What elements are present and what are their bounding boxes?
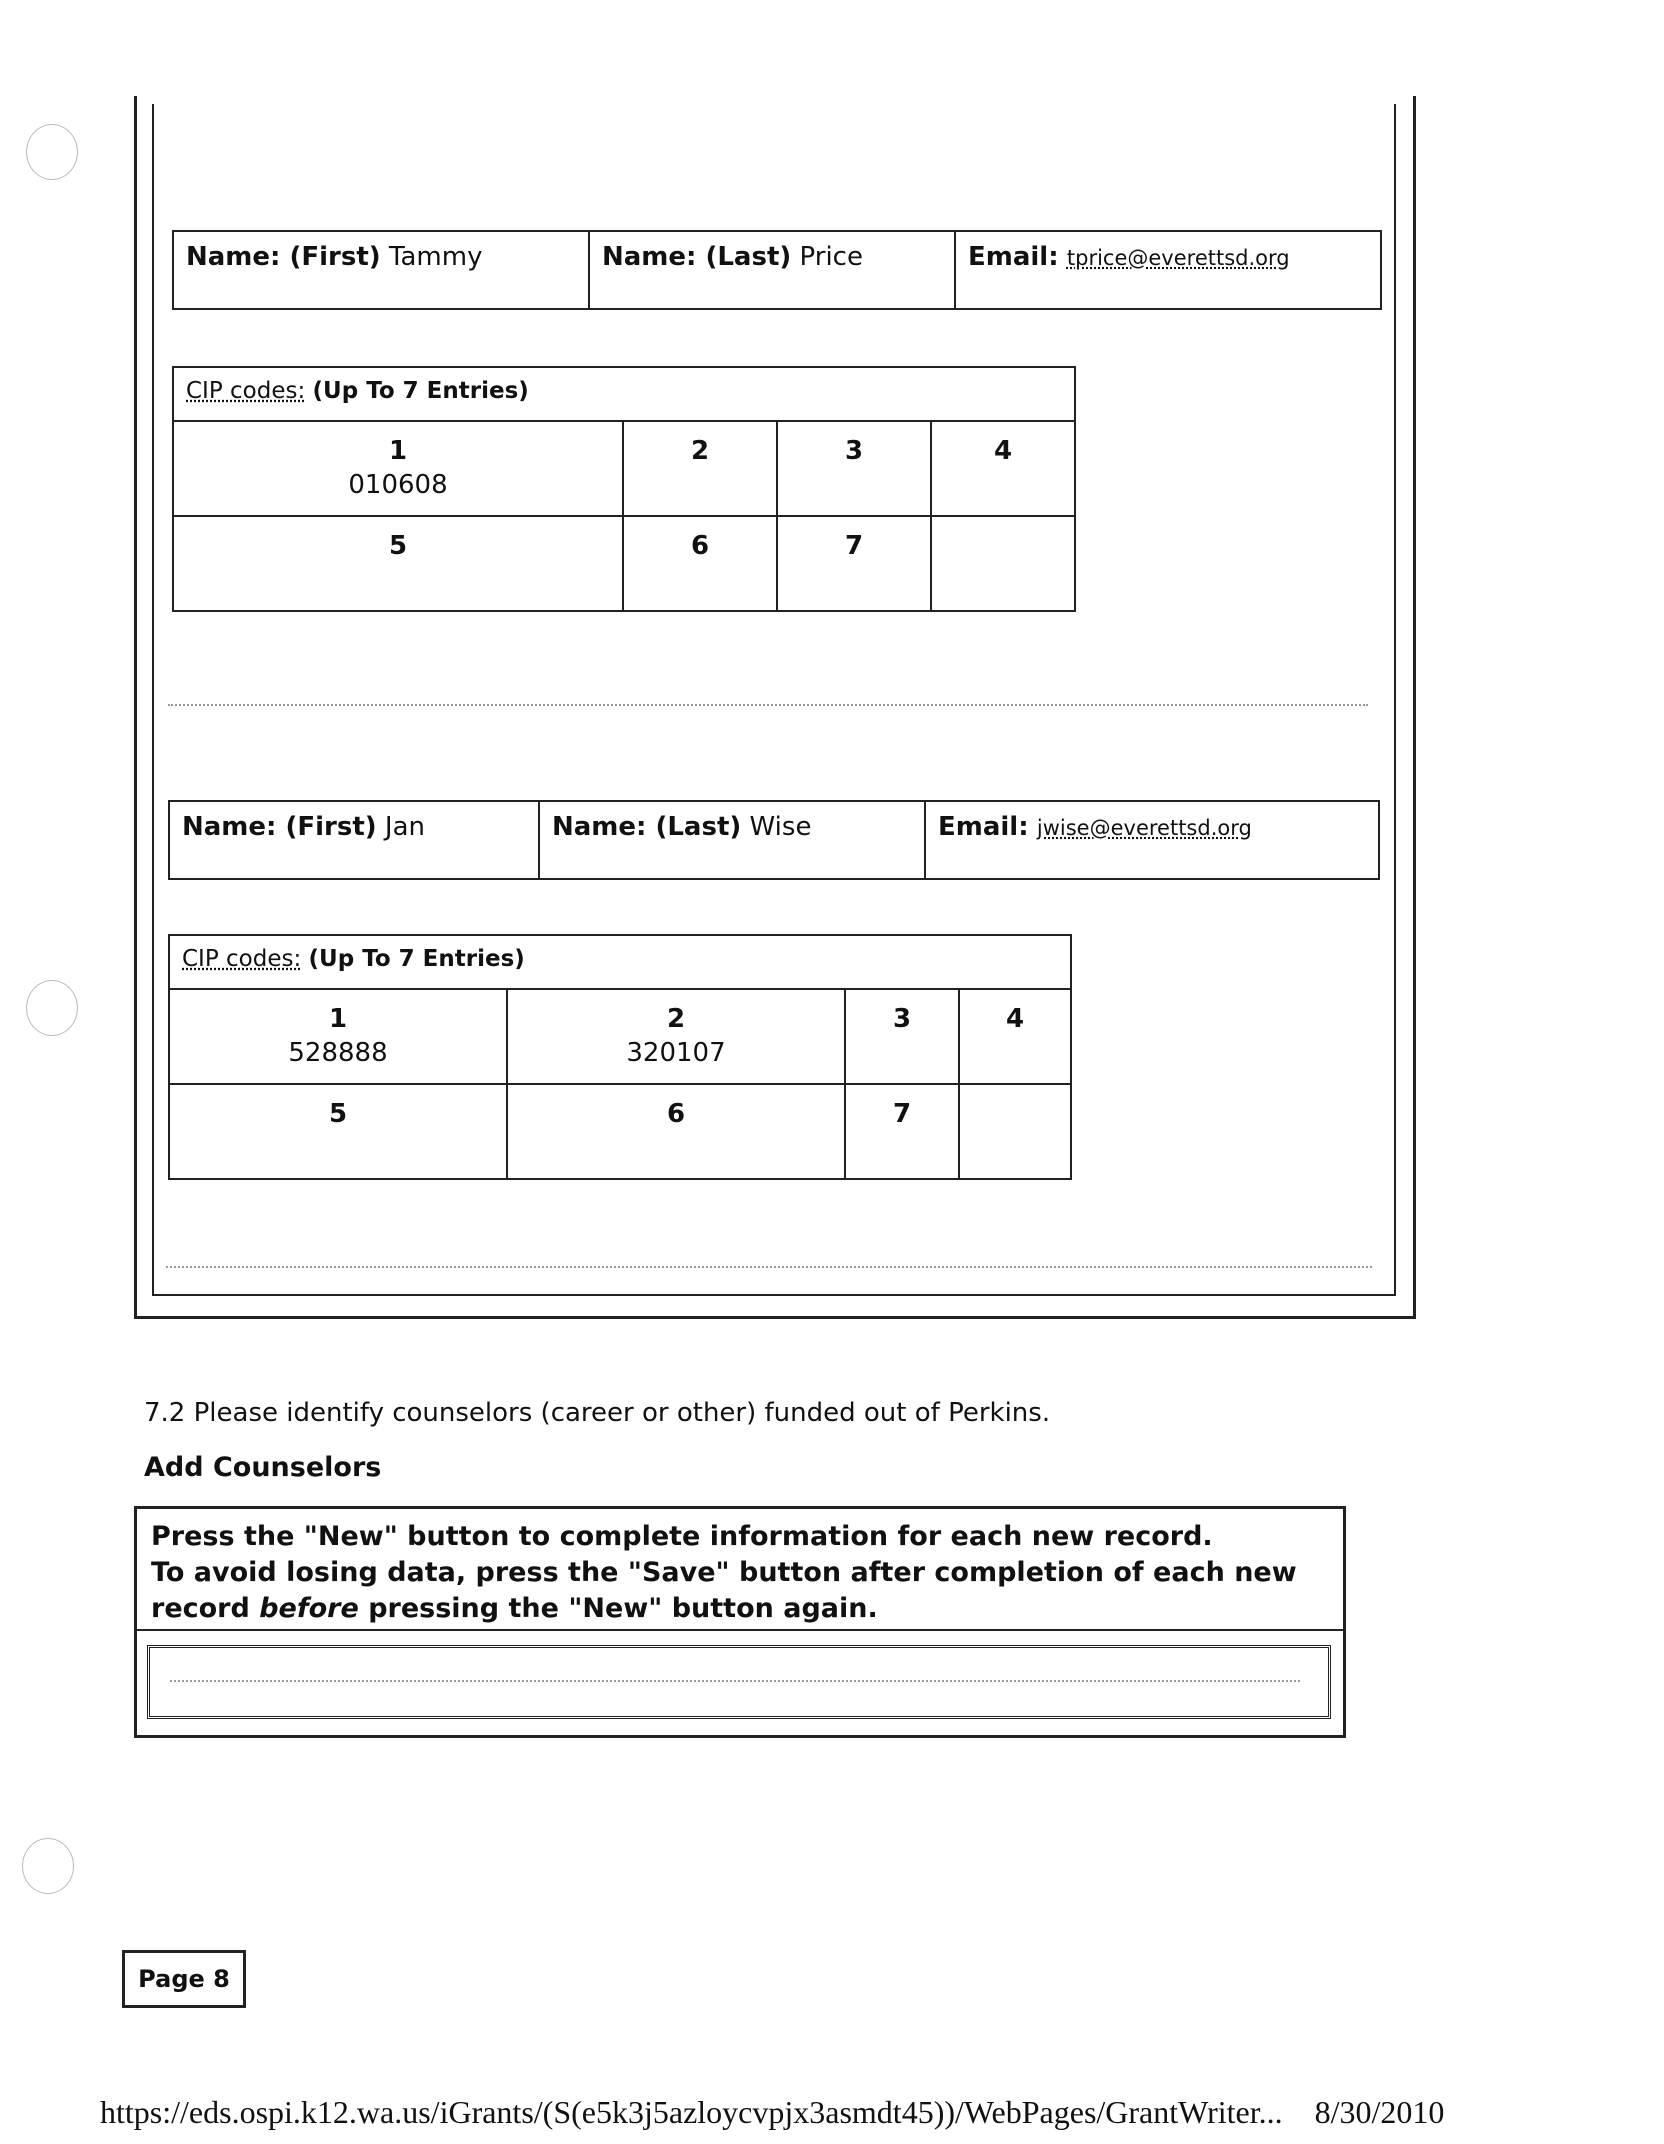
cip-cell-1 [173,421,623,516]
contact-2-cip-table [168,934,1072,1180]
email-label: Email: [938,812,1029,842]
empty-records-line [170,1680,1300,1682]
first-name-label: Name: (First) [182,812,377,842]
instructions-emphasis: before [259,1593,359,1624]
cip-value: 528888 [288,1038,388,1068]
record-separator [168,704,1368,706]
cip-number: 6 [666,1099,686,1129]
punch-hole-bottom [22,1838,74,1894]
cip-cell-4 [959,989,1071,1084]
punch-hole-top [26,124,78,180]
cip-cell-3 [845,989,959,1084]
first-name-cell [173,231,589,309]
add-counselors-heading: Add Counselors [144,1452,382,1483]
email-link[interactable]: jwise@everettsd.org [1036,816,1252,840]
record-separator [166,1266,1372,1268]
footer [100,2094,1444,2131]
last-name-cell [589,231,955,309]
cip-cell-5 [169,1084,507,1179]
last-name-label: Name: (Last) [602,242,792,272]
last-name-value: Wise [749,812,812,842]
contact-1-name-row [172,230,1382,310]
cip-cell-1 [169,989,507,1084]
cip-cell-4 [931,421,1075,516]
email-link[interactable]: tprice@everettsd.org [1066,246,1290,270]
last-name-value: Price [799,242,863,272]
footer-date: 8/30/2010 [1314,2094,1445,2130]
cip-number: 2 [666,1004,686,1034]
last-name-label: Name: (Last) [552,812,742,842]
last-name-cell [539,801,925,879]
first-name-value: Jan [384,812,426,842]
cip-codes-link[interactable]: CIP codes: [186,378,306,404]
cip-codes-link[interactable]: CIP codes: [182,946,302,972]
instructions-line-3 [151,1591,1331,1627]
cip-cell-2 [623,421,777,516]
cip-cell-2 [507,989,845,1084]
page-number: Page 8 [122,1950,246,2008]
cip-number: 3 [844,436,864,466]
email-cell [955,231,1381,309]
cip-caption: (Up To 7 Entries) [308,946,525,972]
cip-number: 2 [690,436,710,466]
contact-2-name-row [168,800,1380,880]
email-cell [925,801,1379,879]
cip-number: 7 [844,531,864,561]
cip-cell-3 [777,421,931,516]
first-name-label: Name: (First) [186,242,381,272]
cip-value: 320107 [626,1038,726,1068]
cip-cell-7 [777,516,931,611]
cip-caption-cell [169,935,1071,989]
first-name-value: Tammy [388,242,483,272]
cip-number: 4 [993,436,1013,466]
cip-number: 5 [388,531,408,561]
cip-cell-empty [959,1084,1071,1179]
instructions-line-1: Press the "New" button to complete information for each new record. [151,1521,1213,1552]
instructions-box [134,1506,1346,1738]
cip-value: 010608 [348,470,448,500]
cip-number: 4 [1005,1004,1025,1034]
cip-cell-empty [931,516,1075,611]
contact-1-cip-table [172,366,1076,612]
cip-number: 6 [690,531,710,561]
cip-cell-6 [623,516,777,611]
cip-number: 1 [328,1004,348,1034]
instructions-line-3-end: pressing the "New" button again. [358,1593,878,1624]
instructions-text [151,1519,1331,1627]
cip-caption: (Up To 7 Entries) [312,378,529,404]
cip-cell-7 [845,1084,959,1179]
counselor-records-container [147,1645,1331,1719]
instructions-line-3-start: record [151,1593,260,1624]
cip-cell-6 [507,1084,845,1179]
cip-number: 3 [892,1004,912,1034]
cip-number: 7 [892,1099,912,1129]
first-name-cell [169,801,539,879]
email-label: Email: [968,242,1059,272]
footer-url: https://eds.ospi.k12.wa.us/iGrants/(S(e5k3j5azloycvpjx3asmdt45))/WebPages/GrantWriter... [100,2094,1283,2130]
instructions-divider [137,1629,1343,1631]
cip-caption-cell [173,367,1075,421]
cip-number: 1 [388,436,408,466]
punch-hole-middle [26,980,78,1036]
instructions-line-2: To avoid losing data, press the "Save" button after completion of each new [151,1557,1297,1588]
cip-cell-5 [173,516,623,611]
question-7-2: 7.2 Please identify counselors (career or other) funded out of Perkins. [144,1398,1051,1428]
cip-number: 5 [328,1099,348,1129]
